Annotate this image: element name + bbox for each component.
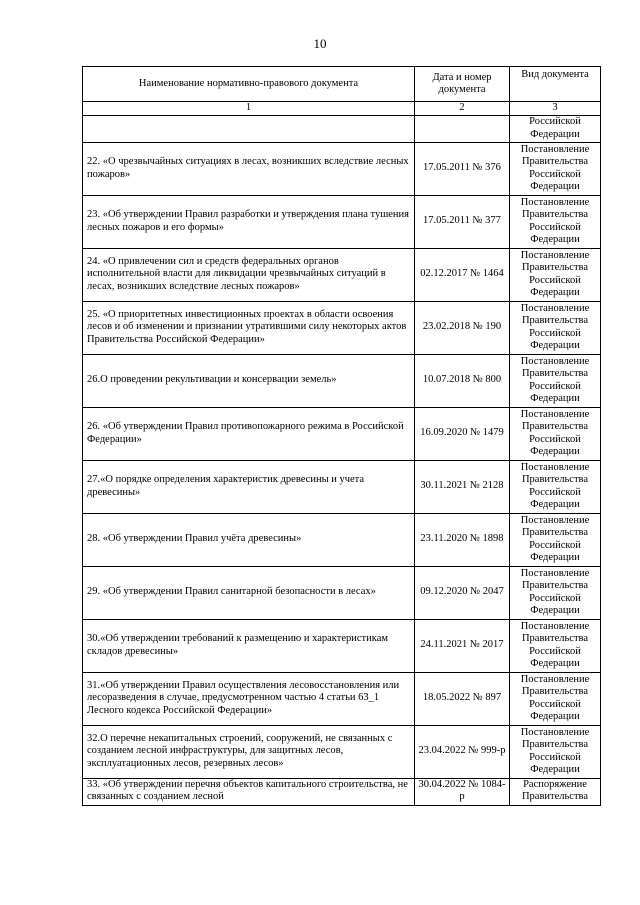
document-type-cell [510, 407, 601, 460]
document-type-line: Правительства [521, 421, 589, 432]
table-row [83, 142, 601, 195]
table-row [83, 672, 601, 725]
column-number: 1 [83, 102, 415, 116]
header-date-number: Дата и номер документа [415, 67, 510, 102]
document-date-cell: 18.05.2022 № 897 [415, 672, 510, 725]
document-type-line: Российской [529, 592, 581, 604]
document-date-cell: 30.11.2021 № 2128 [415, 460, 510, 513]
document-date-cell: 02.12.2017 № 1464 [415, 248, 510, 301]
document-type-line: Правительства [521, 315, 589, 326]
document-type-cell [510, 619, 601, 672]
document-type-line: Российской [529, 327, 581, 339]
document-name-cell: 33. «Об утверждении перечня объектов капитального строительства, не связанных с созданием лесной [83, 778, 415, 805]
document-type-line: Федерации [530, 552, 580, 563]
document-type-cell [510, 195, 601, 248]
document-type-line: Федерации [530, 499, 580, 510]
table-row [83, 460, 601, 513]
document-type-line: Постановление [520, 143, 590, 155]
document-name-cell: 24. «О привлечении сил и средств федеральных органов исполнительной власти для ликвидации чрезвычайных ситуаций в лесах, возникших вследствие лесных пожаров» [83, 248, 415, 301]
document-type-line: Федерации [530, 711, 580, 722]
document-name-cell: 25. «О приоритетных инвестиционных проектах в области освоения лесов и об изменении и признании утратившими силу некоторых актов Правительства Российской Федерации» [83, 301, 415, 354]
document-type-cell [510, 248, 601, 301]
document-type-line: Постановление [520, 302, 590, 314]
document-type-line: Российской [529, 698, 581, 710]
document-type-line: Федерации [530, 128, 580, 140]
document-name-cell [83, 115, 415, 142]
column-number: 2 [415, 102, 510, 116]
document-type-line: Российской [529, 539, 581, 551]
document-name-cell: 23. «Об утверждении Правил разработки и утверждения плана тушения лесных пожаров и его формы» [83, 195, 415, 248]
document-name-cell: 30.«Об утверждении требований к размещению и характеристикам складов древесины» [83, 619, 415, 672]
table-row [83, 778, 601, 805]
document-type-line: Постановление [520, 673, 590, 685]
document-name-cell: 27.«О порядке определения характеристик древесины и учета древесины» [83, 460, 415, 513]
document-date-cell: 16.09.2020 № 1479 [415, 407, 510, 460]
document-type-line: Распоряжение [523, 778, 587, 790]
document-type-line: Постановление [520, 196, 590, 208]
document-type-cell [510, 115, 601, 142]
document-type-line: Российской [529, 116, 581, 127]
document-type-line: Федерации [530, 658, 580, 669]
document-name-cell: 31.«Об утверждении Правил осуществления лесовосстановления или лесоразведения в случае, предусмотренном частью 4 статьи 63_1 Лесного кодекса Российской Федерации» [83, 672, 415, 725]
document-date-cell: 17.05.2011 № 377 [415, 195, 510, 248]
column-numbers-row [83, 102, 601, 116]
document-type-line: Российской [529, 221, 581, 233]
document-type-line: Федерации [530, 287, 580, 298]
document-type-line: Правительства [521, 633, 589, 644]
documents-table [82, 66, 601, 806]
document-type-line: Правительства [521, 580, 589, 591]
document-type-line: Постановление [520, 408, 590, 420]
document-type-line: Постановление [520, 514, 590, 526]
document-type-line: Постановление [520, 461, 590, 473]
column-number: 3 [510, 102, 601, 116]
document-type-line: Федерации [530, 181, 580, 192]
document-type-line: Правительства [521, 209, 589, 220]
document-type-line: Российской [529, 751, 581, 763]
table-row [83, 513, 601, 566]
table-row [83, 407, 601, 460]
document-type-line: Постановление [520, 249, 590, 261]
document-type-line: Российской [529, 433, 581, 445]
document-date-cell: 09.12.2020 № 2047 [415, 566, 510, 619]
document-type-line: Федерации [530, 340, 580, 351]
document-type-cell [510, 566, 601, 619]
document-type-line: Правительства [521, 527, 589, 538]
document-type-cell [510, 301, 601, 354]
document-type-line: Постановление [520, 355, 590, 367]
document-date-cell: 10.07.2018 № 800 [415, 354, 510, 407]
document-type-cell [510, 354, 601, 407]
document-type-line: Правительства [521, 791, 589, 802]
document-date-cell: 30.04.2022 № 1084-р [415, 778, 510, 805]
document-type-line: Российской [529, 168, 581, 180]
document-type-line: Постановление [520, 567, 590, 579]
document-type-cell [510, 672, 601, 725]
document-type-line: Правительства [521, 262, 589, 273]
document-type-line: Постановление [520, 620, 590, 632]
document-type-line: Российской [529, 274, 581, 286]
document-name-cell: 29. «Об утверждении Правил санитарной безопасности в лесах» [83, 566, 415, 619]
document-type-cell [510, 460, 601, 513]
document-type-cell [510, 778, 601, 805]
document-type-line: Постановление [520, 726, 590, 738]
document-type-line: Федерации [530, 605, 580, 616]
table-row [83, 566, 601, 619]
table-row [83, 619, 601, 672]
document-date-cell: 23.02.2018 № 190 [415, 301, 510, 354]
document-date-cell: 24.11.2021 № 2017 [415, 619, 510, 672]
document-date-cell: 23.04.2022 № 999-р [415, 725, 510, 778]
document-type-line: Российской [529, 645, 581, 657]
document-type-line: Российской [529, 486, 581, 498]
document-name-cell: 22. «О чрезвычайных ситуациях в лесах, возникших вследствие лесных пожаров» [83, 142, 415, 195]
header-document-name: Наименование нормативно-правового документа [83, 67, 415, 102]
document-date-cell: 23.11.2020 № 1898 [415, 513, 510, 566]
table-row [83, 354, 601, 407]
document-name-cell: 28. «Об утверждении Правил учёта древесины» [83, 513, 415, 566]
document-type-line: Федерации [530, 446, 580, 457]
document-type-line: Правительства [521, 686, 589, 697]
table-row [83, 115, 601, 142]
document-type-cell [510, 513, 601, 566]
table-row [83, 725, 601, 778]
document-date-cell: 17.05.2011 № 376 [415, 142, 510, 195]
header-document-type: Вид документа [510, 67, 601, 102]
document-type-line: Правительства [521, 739, 589, 750]
document-type-line: Федерации [530, 393, 580, 404]
document-type-line: Правительства [521, 156, 589, 167]
document-type-cell [510, 725, 601, 778]
document-type-line: Федерации [530, 764, 580, 775]
page-number: 10 [313, 36, 327, 51]
table-row [83, 248, 601, 301]
table-row [83, 301, 601, 354]
document-type-line: Правительства [521, 474, 589, 485]
document-name-cell: 26. «Об утверждении Правил противопожарного режима в Российской Федерации» [83, 407, 415, 460]
document-type-line: Федерации [530, 234, 580, 245]
document-type-cell [510, 142, 601, 195]
document-name-cell: 32.О перечне некапитальных строений, сооружений, не связанных с созданием лесной инфраструктуры, для защитных лесов, эксплуатационных лесов, резервных лесов» [83, 725, 415, 778]
document-type-line: Российской [529, 380, 581, 392]
table-header-row [83, 67, 601, 102]
table-row [83, 195, 601, 248]
document-date-cell [415, 115, 510, 142]
document-type-line: Правительства [521, 368, 589, 379]
document-name-cell: 26.О проведении рекультивации и консервации земель» [83, 354, 415, 407]
